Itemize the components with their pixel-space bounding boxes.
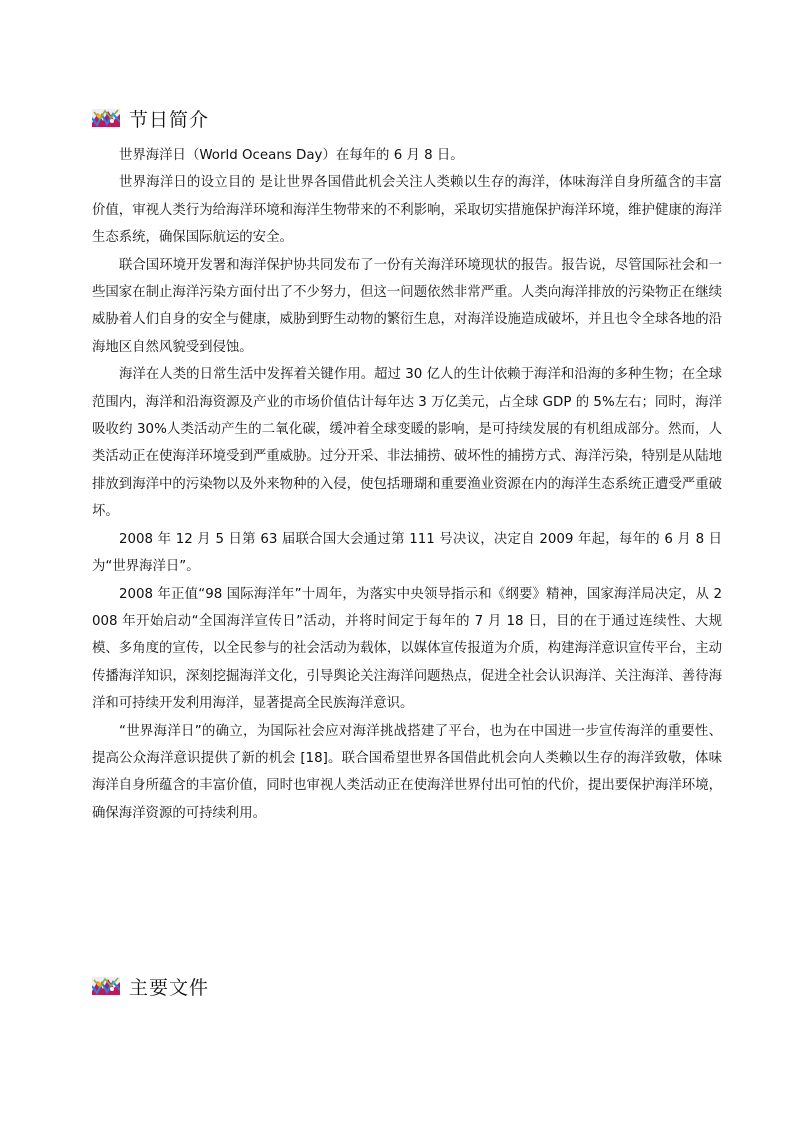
paragraph: “世界海洋日”的确立，为国际社会应对海洋挑战搭建了平台，也为在中国进一步宣传海洋的重要性、提高公众海洋意识提供了新的机会 [18]。联合国希望世界各国借此机会向人类赖以生存的海洋致敬，体味海洋自身所蕴含的丰富价值，同时也审视人类活动正在使海洋世界付出可怕的代价，提出要保护海洋环境，确保海洋资源的可持续利用。	[92, 723, 722, 821]
paragraph: 海洋在人类的日常生活中发挥着关键作用。超过 30 亿人的生计依赖于海洋和沿海的多种生物；在全球范围内，海洋和沿海资源及产业的市场价值估计每年达 3 万亿美元，占全球 GDP 的 5%左右；同时，海洋吸收约 30%人类活动产生的二氧化碳，缓冲着全球变暖的影响，是可持续发展的有机组成部分。然而，人类活动正在使海洋环境受到严重威胁。过分开采、非法捕捞、破坏性的捕捞方式、海洋污染，特别是从陆地排放到海洋中的污染物以及外来物种的入侵，使包括珊瑚和重要渔业资源在内的海洋生态系统正遭受严重破坏。	[92, 367, 722, 520]
paragraph: 联合国环境开发署和海洋保护协共同发布了一份有关海洋环境现状的报告。报告说，尽管国际社会和一些国家在制止海洋污染方面付出了不少努力，但这一问题依然非常严重。人类向海洋排放的污染物正在继续威胁着人们自身的安全与健康，威胁到野生动物的繁衍生息，对海洋设施造成破坏，并且也令全球各地的沿海地区自然风貌受到侵蚀。	[92, 257, 722, 355]
colorful-pattern-icon	[92, 109, 120, 127]
paragraph: 世界海洋日的设立目的 是让世界各国借此机会关注人类赖以生存的海洋，体味海洋自身所蕴含的丰富价值，审视人类行为给海洋环境和海洋生物带来的不利影响，采取切实措施保护海洋环境，维护健康的海洋生态系统，确保国际航运的安全。	[92, 175, 722, 246]
colorful-pattern-icon	[92, 977, 120, 995]
section-heading-intro	[92, 106, 209, 130]
paragraph: 2008 年 12 月 5 日第 63 届联合国大会通过第 111 号决议，决定自 2009 年起，每年的 6 月 8 日为“世界海洋日”。	[92, 531, 722, 575]
document-body	[92, 142, 722, 827]
section-heading-documents	[92, 974, 209, 998]
section-title: 节日简介	[129, 108, 210, 131]
paragraph: 2008 年正值“98 国际海洋年”十周年，为落实中央领导指示和《纲要》精神，国家海洋局决定，从 2008 年开始启动“全国海洋宣传日”活动，并将时间定于每年的 7 月 18 日，目的在于通过连续性、大规模、多角度的宣传，以全民参与的社会活动为载体，以媒体宣传报道为介质，构建海洋意识宣传平台，主动传播海洋知识，深刻挖掘海洋文化，引导舆论关注海洋问题热点，促进全社会认识海洋、关注海洋、善待海洋和可持续开发利用海洋，显著提高全民族海洋意识。	[92, 586, 722, 712]
section-title: 主要文件	[129, 976, 210, 999]
paragraph: 世界海洋日（World Oceans Day）在每年的 6 月 8 日。	[119, 148, 464, 163]
